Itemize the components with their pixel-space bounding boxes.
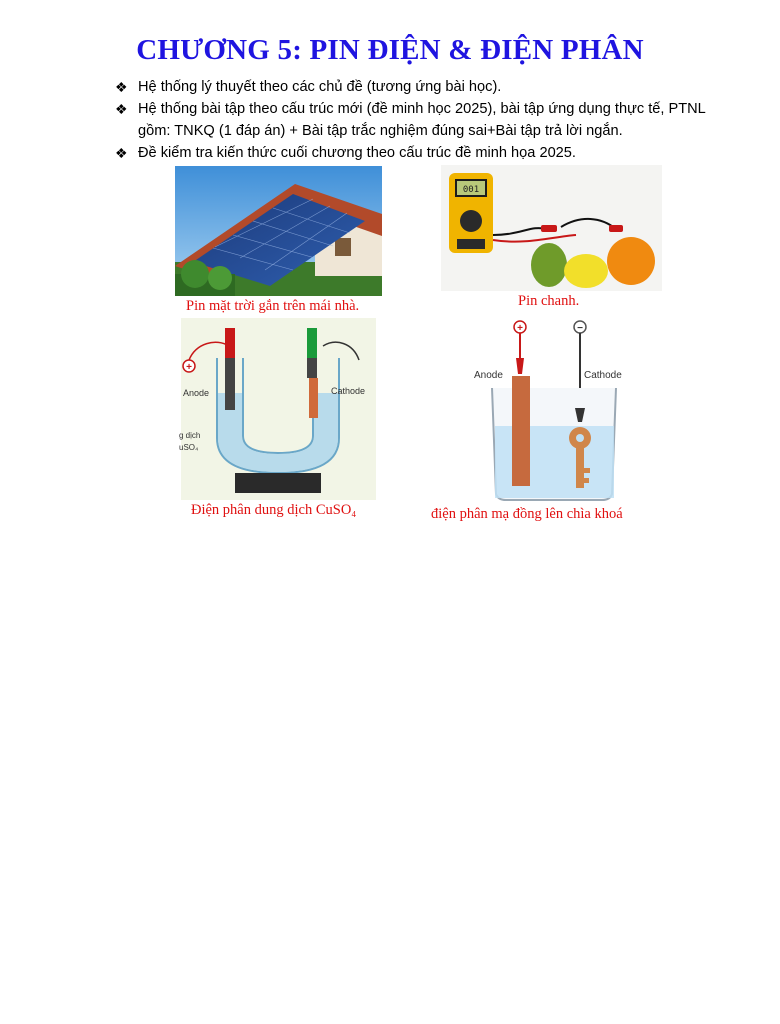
diamond-bullet-icon: ❖	[115, 79, 128, 95]
bullet-item	[115, 142, 715, 164]
diamond-bullet-icon: ❖	[115, 101, 128, 117]
minus-icon: −	[577, 323, 583, 334]
bullet-text: Đề kiểm tra kiến thức cuối chương theo cấu trúc đề minh họa 2025.	[138, 145, 576, 161]
bullet-item	[115, 76, 715, 98]
solar-roof-image	[175, 166, 382, 296]
bullet-text: Hệ thống bài tập theo cấu trúc mới (đề minh học 2025), bài tập ứng dụng thực tế, PTNL gồm: TNKQ (1 đáp án) + Bài tập trắc nghiệm đúng sai+Bài tập trả lời ngắn.	[138, 101, 706, 139]
cuso4-caption: Điện phân dung dịch CuSO₄	[191, 502, 357, 518]
bullet-item	[115, 98, 715, 142]
cathode-label: Cathode	[331, 386, 366, 396]
key-plating-image	[472, 318, 632, 504]
lemon-battery-image	[441, 165, 662, 291]
solar-caption: Pin mặt trời gắn trên mái nhà.	[186, 298, 360, 314]
lemon-caption: Pin chanh.	[518, 293, 580, 309]
key-caption: điện phân mạ đồng lên chìa khoá	[431, 506, 623, 522]
anode-label: Anode	[474, 370, 503, 381]
cuso4-electrolysis-image	[181, 318, 376, 500]
solution-label-line2: uSO₄	[179, 443, 199, 452]
meter-reading: 001	[462, 185, 480, 195]
diamond-bullet-icon: ❖	[115, 145, 128, 161]
plus-icon: +	[517, 323, 523, 334]
cathode-label: Cathode	[584, 370, 622, 381]
plus-icon: +	[186, 362, 192, 373]
page-title: CHƯƠNG 5: PIN ĐIỆN & ĐIỆN PHÂN	[136, 34, 644, 66]
anode-label: Anode	[183, 388, 210, 398]
solution-label-line1: g dịch	[179, 431, 201, 440]
bullet-list	[115, 76, 715, 164]
bullet-text: Hệ thống lý thuyết theo các chủ đề (tương ứng bài học).	[138, 79, 502, 95]
